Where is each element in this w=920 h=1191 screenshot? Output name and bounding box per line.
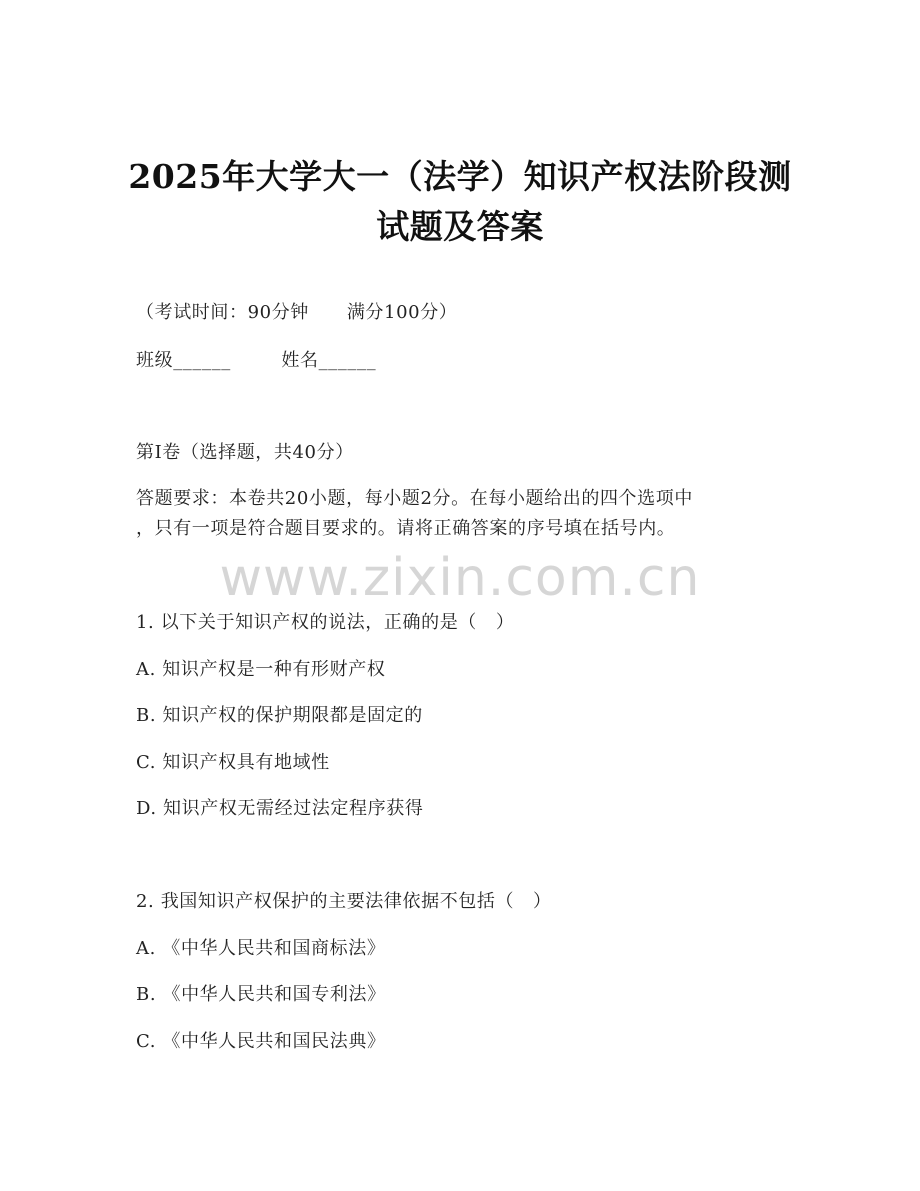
question-option: C. 知识产权具有地域性 — [136, 752, 330, 773]
exam-info: （考试时间：90分钟 满分100分） — [136, 302, 458, 323]
question-option: A. 知识产权是一种有形财产权 — [136, 659, 386, 680]
document-title-line-2: 试题及答案 — [376, 207, 544, 246]
question-option: A. 《中华人民共和国商标法》 — [136, 938, 386, 959]
question-option: B. 《中华人民共和国专利法》 — [136, 984, 386, 1005]
question-option: B. 知识产权的保护期限都是固定的 — [136, 705, 423, 726]
instructions-line-2: ，只有一项是符合题目要求的。请将正确答案的序号填在括号内。 — [136, 518, 676, 539]
watermark: www.zixin.com.cn — [219, 548, 701, 608]
instructions-line-1: 答题要求：本卷共20小题，每小题2分。在每小题给出的四个选项中 — [136, 488, 693, 509]
class-name-fields: 班级______ 姓名______ — [136, 350, 377, 371]
question-option: C. 《中华人民共和国民法典》 — [136, 1031, 386, 1052]
section-heading: 第I卷（选择题，共40分） — [136, 442, 354, 463]
question-option: D. 知识产权无需经过法定程序获得 — [136, 798, 424, 819]
question-stem: 1. 以下关于知识产权的说法，正确的是（ ） — [136, 612, 515, 633]
question-stem: 2. 我国知识产权保护的主要法律依据不包括（ ） — [136, 891, 552, 912]
document-title-line-1: 2025年大学大一（法学）知识产权法阶段测 — [128, 157, 792, 196]
